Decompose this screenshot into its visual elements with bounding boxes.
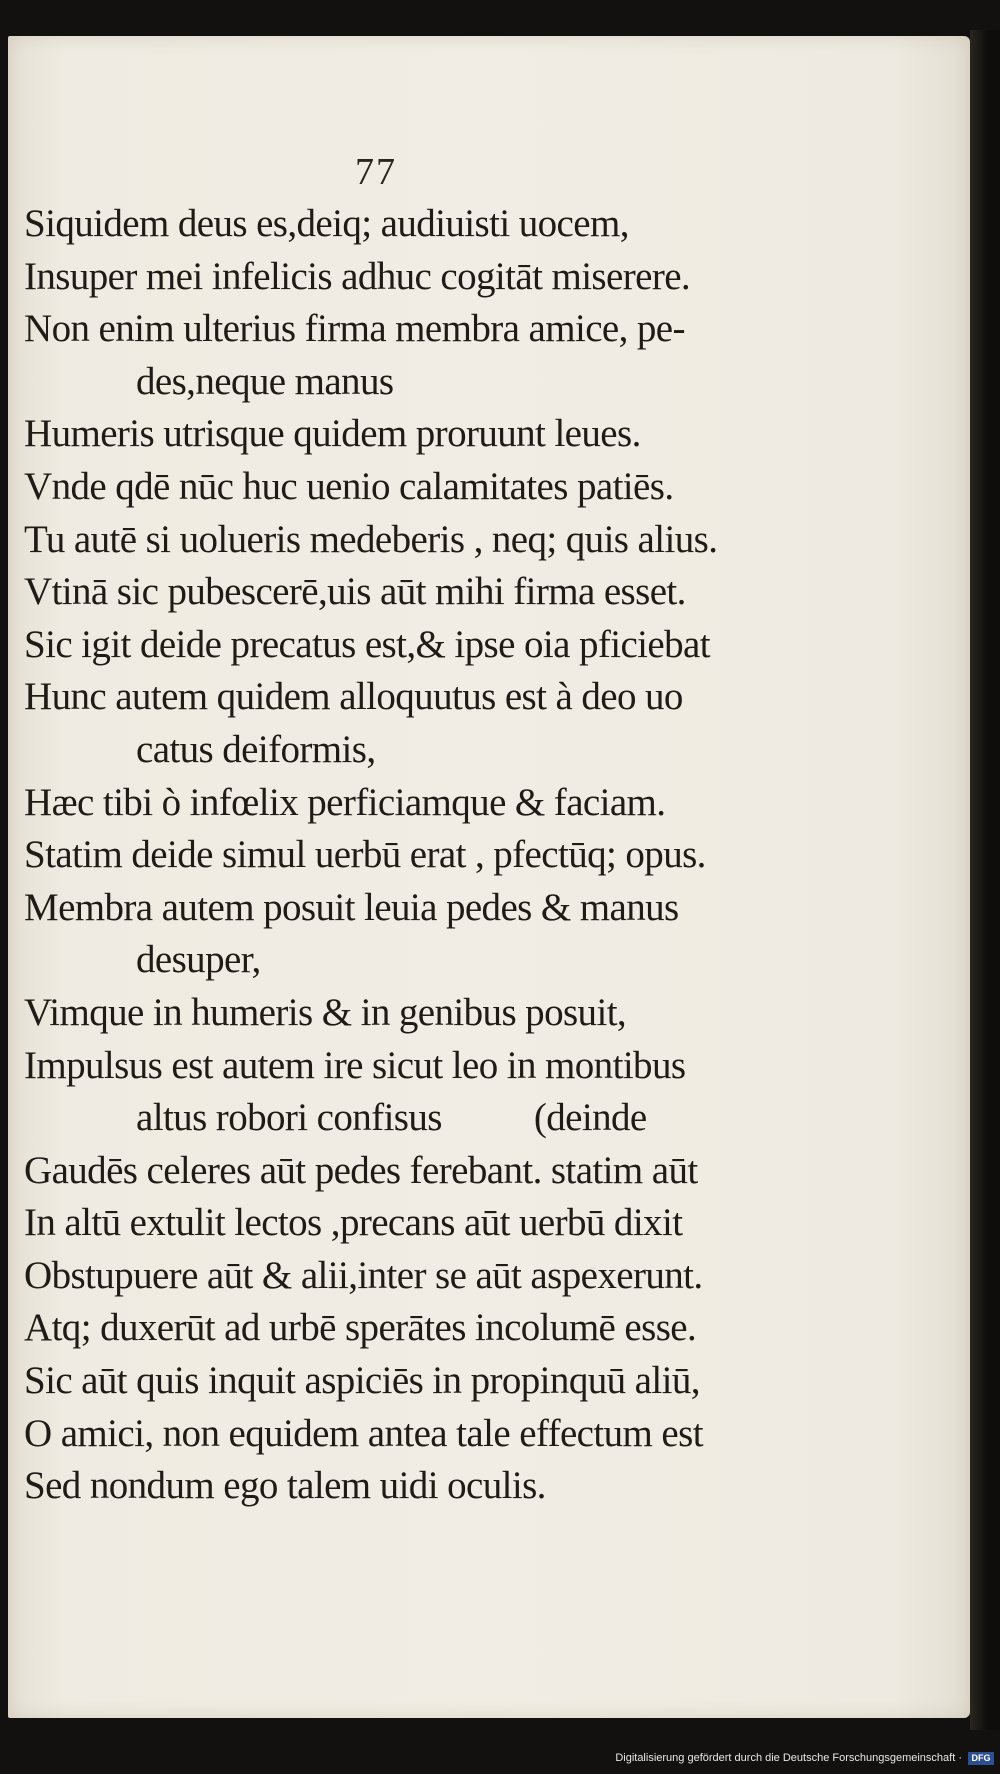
text-line-tail: (deinde: [533, 1096, 647, 1140]
text-line: Statim deide simul uerbū erat , pfectūq; opus.: [24, 833, 706, 877]
text-line: Insuper mei infelicis adhuc cogitāt miserere.: [24, 254, 691, 298]
text-line: O amici, non equidem antea tale effectum est: [24, 1411, 703, 1455]
text-line: Obstupuere aūt & alii,inter se aūt aspexerunt.: [24, 1253, 703, 1297]
page-number: 77: [355, 151, 397, 193]
text-line: Non enim ulterius firma membra amice, pe-: [24, 307, 685, 351]
text-line: Atq; duxerūt ad urbē sperātes incolumē esse.: [24, 1306, 697, 1350]
text-block: [24, 198, 804, 1513]
text-line-continuation: des,neque manus: [136, 359, 394, 403]
digitization-credit: [615, 1748, 994, 1768]
text-line-continuation: catus deiformis,: [136, 727, 376, 771]
text-line: Siquidem deus es,deiq; audiuisti uocem,: [24, 202, 629, 245]
text-line: In altū extulit lectos ,precans aūt uerbū dixit: [24, 1201, 683, 1245]
text-line: Vnde qdē nūc huc uenio calamitates patiēs.: [24, 464, 674, 508]
book-edge: [970, 30, 1000, 1730]
text-line: Vimque in humeris & in genibus posuit,: [24, 990, 627, 1034]
credit-text: Digitalisierung gefördert durch die Deutsche Forschungsgemeinschaft ·: [615, 1752, 962, 1764]
text-line: Hæc tibi ò infœlix perficiamque & faciam.: [24, 780, 666, 824]
text-line: Membra autem posuit leuia pedes & manus: [24, 885, 679, 929]
text-line-continuation: desuper,: [136, 938, 261, 982]
text-line: Impulsus est autem ire sicut leo in montibus: [24, 1043, 686, 1087]
text-line: Sic igit deide precatus est,& ipse oia pficiebat: [24, 622, 710, 666]
text-line-main: altus robori confisus: [136, 1096, 442, 1140]
text-line: Sed nondum ego talem uidi oculis.: [24, 1464, 546, 1508]
text-line: Sic aūt quis inquit aspiciēs in propinquū aliū,: [24, 1359, 700, 1403]
dfg-logo-icon: DFG: [968, 1752, 994, 1765]
text-line: Hunc autem quidem alloquutus est à deo uo: [24, 675, 683, 719]
text-line-continuation: [24, 1092, 804, 1145]
text-line: Tu autē si uolueris medeberis , neq; quis alius.: [24, 517, 718, 561]
text-line: Vtinā sic pubescerē,uis aūt mihi firma esset.: [24, 570, 686, 614]
text-line: Humeris utrisque quidem proruunt leues.: [24, 412, 641, 456]
text-line: Gaudēs celeres aūt pedes ferebant. statim aūt: [24, 1148, 698, 1192]
